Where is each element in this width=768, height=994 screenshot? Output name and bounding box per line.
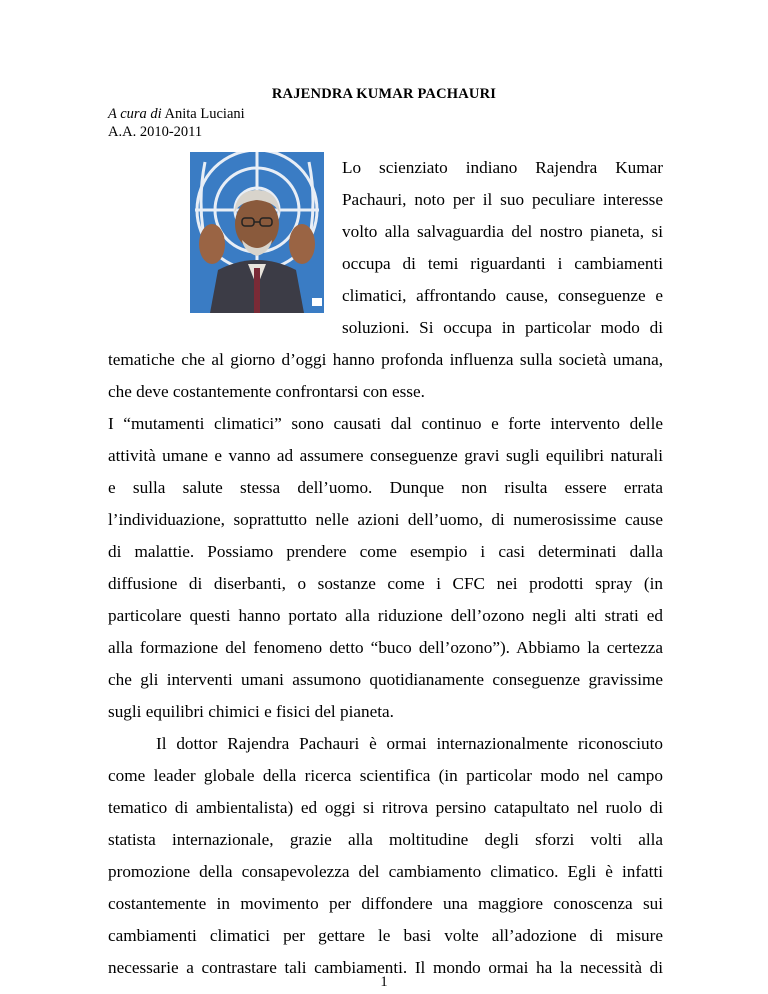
paragraph-2-line: che gli interventi umani assumono quotidianamente conseguenze gravissime (108, 670, 663, 689)
paragraph-1-line: Pachauri, noto per il suo peculiare interesse (342, 190, 663, 209)
page-number: 1 (380, 974, 388, 990)
academic-year: A.A. 2010-2011 (108, 124, 203, 140)
paragraph-1-line: climatici, affrontando cause, conseguenze e (342, 286, 663, 305)
paragraph-2-line: di malattie. Possiamo prendere come esempio i casi determinati dalla (108, 542, 663, 561)
paragraph-3-line: necessarie a contrastare tali cambiamenti. Il mondo ormai ha la necessità di (108, 958, 663, 977)
paragraph-1-line: Lo scienziato indiano Rajendra Kumar (342, 158, 663, 177)
paragraph-1-line: tematiche che al giorno d’oggi hanno profonda influenza sulla società umana, (108, 350, 663, 369)
paragraph-2-line: alla formazione del fenomeno detto “buco dell’ozono”). Abbiamo la certezza (108, 638, 663, 657)
paragraph-1-line: soluzioni. Si occupa in particolar modo di (342, 318, 663, 337)
paragraph-1-line: occupa di temi riguardanti i cambiamenti (342, 254, 663, 273)
paragraph-3-line: cambiamenti climatici per gettare le basi volte all’adozione di misure (108, 926, 663, 945)
paragraph-3-line: tematico di ambientalista) ed oggi si ritrova persino catapultato nel ruolo di (108, 798, 663, 817)
paragraph-2-line: sugli equilibri chimici e fisici del pianeta. (108, 702, 394, 721)
paragraph-3-line: come leader globale della ricerca scientifica (in particolar modo nel campo (108, 766, 663, 785)
paragraph-2-line: particolare questi hanno portato alla riduzione dell’ozono negli alti strati ed (108, 606, 663, 625)
portrait-photo (190, 152, 324, 313)
paragraph-2-line: e sulla salute stessa dell’uomo. Dunque non risulta essere errata (108, 478, 663, 497)
paragraph-2-line: I “mutamenti climatici” sono causati dal continuo e forte intervento delle (108, 414, 663, 433)
curator-line (108, 105, 245, 123)
paragraph-3-line: Il dottor Rajendra Pachauri è ormai internazionalmente riconosciuto (156, 734, 663, 753)
paragraph-2-line: l’individuazione, soprattutto nelle azioni dell’uomo, di numerosissime cause (108, 510, 663, 529)
paragraph-3-line: statista internazionale, grazie alla moltitudine degli sforzi volti alla (108, 830, 663, 849)
paragraph-3-line: costantemente in movimento per diffondere una maggiore conoscenza sui (108, 894, 663, 913)
paragraph-1-line: che deve costantemente confrontarsi con esse. (108, 382, 425, 401)
paragraph-3-line: promozione della consapevolezza del cambiamento climatico. Egli è infatti (108, 862, 663, 881)
curator-block (108, 105, 245, 141)
paragraph-1-line: volto alla salvaguardia del nostro pianeta, si (342, 222, 663, 241)
curator-name: Anita Luciani (164, 106, 245, 122)
curator-prefix: A cura di (108, 106, 162, 122)
document-title: RAJENDRA KUMAR PACHAURI (271, 86, 497, 102)
portrait-photo-icon (190, 152, 324, 313)
paragraph-2-line: diffusione di diserbanti, o sostanze come i CFC nei prodotti spray (in (108, 574, 663, 593)
paragraph-2-line: attività umane e vanno ad assumere conseguenze gravi sugli equilibri naturali (108, 446, 663, 465)
